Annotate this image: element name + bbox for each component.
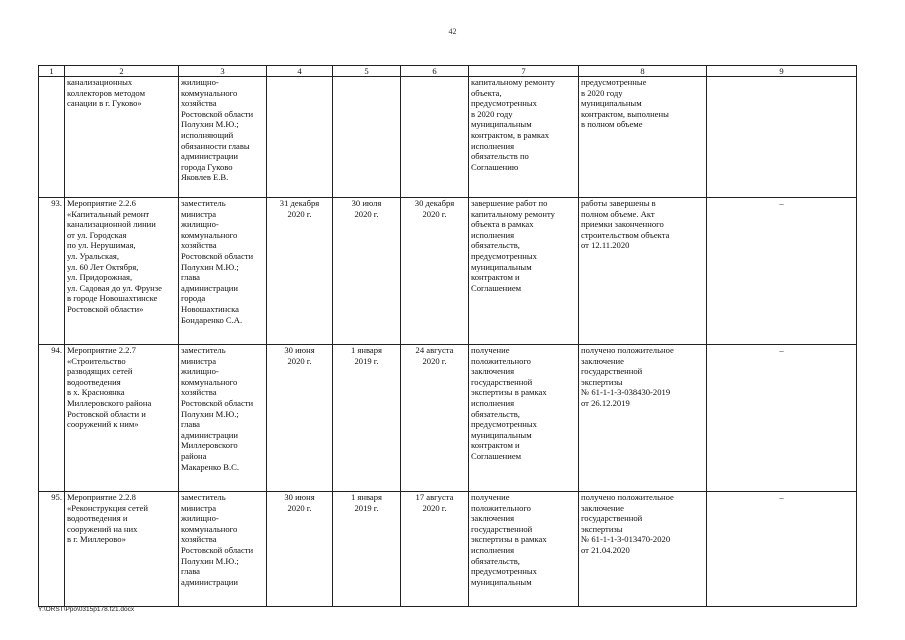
cell-line: завершение работ по xyxy=(471,198,548,208)
cell-line: Новошахтинска xyxy=(181,303,239,314)
file-path-footer: Y:\ORST\Ppo\0315p178.f21.docx xyxy=(38,606,135,613)
cell-line: полном объеме. Акт xyxy=(581,208,655,219)
expected-result-cell xyxy=(469,492,579,607)
cell-line: 17 августа xyxy=(415,492,454,502)
cell-line: получено положительное xyxy=(581,345,674,355)
header-cell: 3 xyxy=(179,66,267,77)
cell-line: коммунального xyxy=(181,523,238,534)
cell-line: исполнения xyxy=(471,397,515,408)
cell-line: экспертизы xyxy=(581,376,623,387)
cell-line: исполнения xyxy=(471,229,515,240)
cell-line: 31 декабря xyxy=(279,198,320,208)
cell-line: 30 декабря xyxy=(414,198,455,208)
cell-line: капитальному ремонту xyxy=(471,208,555,219)
cell-line: контрактом, в рамках xyxy=(471,129,550,140)
header-cell: 2 xyxy=(65,66,179,77)
cell-line: объекта в рамках xyxy=(471,219,534,230)
cell-line: водоотведения xyxy=(67,376,121,387)
cell-line: хозяйства xyxy=(181,98,217,109)
table-row xyxy=(39,198,857,345)
cell-line: Ростовской области xyxy=(181,544,254,555)
cell-line: 2020 г. xyxy=(422,502,447,513)
cell-line: министра xyxy=(181,502,217,513)
cell-line: объекта, xyxy=(471,87,502,98)
cell-line: заключение xyxy=(581,502,624,513)
cell-line: обязательств, xyxy=(471,240,520,251)
responsible-cell xyxy=(179,345,267,492)
cell-line: контрактом и xyxy=(471,440,520,451)
cell-line: глава xyxy=(181,272,200,283)
table-row xyxy=(39,77,857,198)
header-cell: 9 xyxy=(707,66,857,77)
cell-line: Ростовской области xyxy=(181,108,254,119)
cell-line: по ул. Нерушимая, xyxy=(67,240,136,251)
cell-line: министра xyxy=(181,355,217,366)
cell-line: Мероприятие 2.2.7 xyxy=(67,345,136,355)
cell-line: администрации xyxy=(181,151,239,162)
cell-line: предусмотренные xyxy=(581,77,647,87)
cell-line: «Строительство xyxy=(67,355,126,366)
cell-line: ул. Садовая до ул. Фрунзе xyxy=(67,282,162,293)
header-cell: 4 xyxy=(267,66,333,77)
cell-line: 30 июля xyxy=(351,198,382,208)
row-number-cell: 93. xyxy=(39,198,65,345)
cell-line: ул. Уральская, xyxy=(67,250,120,261)
cell-line: получение xyxy=(471,492,510,502)
cell-line: государственной xyxy=(471,376,533,387)
cell-line: получено положительное xyxy=(581,492,674,502)
cell-line: контрактом, выполнены xyxy=(581,108,669,119)
actual-start-cell xyxy=(333,77,401,198)
row-number-cell: 95. xyxy=(39,492,65,607)
cell-line: в полном объеме xyxy=(581,119,643,130)
cell-line: 2020 г. xyxy=(287,208,312,219)
actual-start-cell xyxy=(333,345,401,492)
planned-date-cell xyxy=(267,198,333,345)
cell-line: администрации xyxy=(181,429,239,440)
cell-line: государственной xyxy=(581,366,643,377)
cell-line: положительного xyxy=(471,355,531,366)
cell-line: глава xyxy=(181,419,200,430)
cell-line: 1 января xyxy=(350,492,382,502)
header-cell: 5 xyxy=(333,66,401,77)
cell-line: работы завершены в xyxy=(581,198,656,208)
cell-line: заместитель xyxy=(181,345,226,355)
cell-line: хозяйства xyxy=(181,534,217,545)
cell-line: коммунального xyxy=(181,87,238,98)
actual-end-cell xyxy=(401,77,469,198)
cell-line: глава xyxy=(181,566,200,577)
cell-line: положительного xyxy=(471,502,531,513)
cell-line: – xyxy=(779,492,784,502)
cell-line: 2020 г. xyxy=(422,355,447,366)
cell-line: строительством объекта xyxy=(581,229,670,240)
cell-line: Макаренко В.С. xyxy=(181,461,239,472)
achieved-result-cell xyxy=(579,345,707,492)
cell-line: 24 августа xyxy=(415,345,454,355)
cell-line: в 2020 году xyxy=(581,87,623,98)
cell-line: в 2020 году xyxy=(471,108,513,119)
cell-line: государственной xyxy=(581,513,643,524)
actual-start-cell xyxy=(333,198,401,345)
cell-line: Полухин М.Ю.; xyxy=(181,261,239,272)
cell-line: города Гуково xyxy=(181,161,233,172)
planned-date-cell xyxy=(267,77,333,198)
table-row xyxy=(39,492,857,607)
cell-line: обязанности главы xyxy=(181,140,250,151)
cell-line: получение xyxy=(471,345,510,355)
cell-line: капитальному ремонту xyxy=(471,77,555,87)
cell-line: заместитель xyxy=(181,198,226,208)
cell-line: в г. Миллерово» xyxy=(67,534,126,545)
cell-line: сооружений к ним» xyxy=(67,419,139,430)
cell-line: 30 июня xyxy=(284,492,315,502)
cell-line: ул. 60 Лет Октября, xyxy=(67,261,139,272)
cell-line: исполнения xyxy=(471,140,515,151)
cell-line: санации в г. Гуково» xyxy=(67,98,142,109)
cell-line: обязательств, xyxy=(471,408,520,419)
responsible-cell xyxy=(179,77,267,198)
cell-line: обязательств по xyxy=(471,151,529,162)
cell-line: № 61-1-1-3-013470-2020 xyxy=(581,534,671,545)
cell-line: Полухин М.Ю.; xyxy=(181,119,239,130)
header-cell: 8 xyxy=(579,66,707,77)
cell-line: 2020 г. xyxy=(422,208,447,219)
cell-line: «Реконструкция сетей xyxy=(67,502,148,513)
cell-line: предусмотренных xyxy=(471,250,537,261)
expected-result-cell xyxy=(469,345,579,492)
responsible-cell xyxy=(179,492,267,607)
table-row xyxy=(39,345,857,492)
cell-line: жилищно- xyxy=(181,366,219,377)
cell-line: в х. Красноянка xyxy=(67,387,125,398)
cell-line: администрации xyxy=(181,282,239,293)
cell-line: ул. Придорожная, xyxy=(67,272,133,283)
cell-line: 2019 г. xyxy=(354,502,379,513)
cell-line: сооружений на них xyxy=(67,523,138,534)
cell-line: муниципальным xyxy=(581,98,642,109)
cell-line: министра xyxy=(181,208,217,219)
cell-line: муниципальным xyxy=(471,261,532,272)
expected-result-cell xyxy=(469,198,579,345)
cell-line: Ростовской области» xyxy=(67,303,144,314)
cell-line: хозяйства xyxy=(181,240,217,251)
cell-line: 2020 г. xyxy=(287,502,312,513)
cell-line: муниципальным xyxy=(471,429,532,440)
actual-end-cell xyxy=(401,198,469,345)
actual-end-cell xyxy=(401,345,469,492)
row-number-cell xyxy=(39,77,65,198)
cell-line: Полухин М.Ю.; xyxy=(181,408,239,419)
measures-table xyxy=(38,65,857,607)
header-cell: 1 xyxy=(39,66,65,77)
cell-line: заключение xyxy=(581,355,624,366)
cell-line: Бондаренко С.А. xyxy=(181,314,243,325)
achieved-result-cell xyxy=(579,198,707,345)
cell-line: Миллеровского района xyxy=(67,397,152,408)
cell-line: коллекторов методом xyxy=(67,87,146,98)
cell-line: водоотведения и xyxy=(67,513,128,524)
cell-line: администрации xyxy=(181,576,239,587)
cell-line: исполнения xyxy=(471,544,515,555)
cell-line: экспертизы в рамках xyxy=(471,387,547,398)
cell-line: заключения xyxy=(471,366,515,377)
cell-line: 1 января xyxy=(350,345,382,355)
cell-line: разводящих сетей xyxy=(67,366,133,377)
measure-name-cell xyxy=(65,345,179,492)
cell-line: – xyxy=(779,345,784,355)
cell-line: от 21.04.2020 xyxy=(581,544,630,555)
header-cell: 6 xyxy=(401,66,469,77)
problems-cell xyxy=(707,77,857,198)
cell-line: Полухин М.Ю.; xyxy=(181,555,239,566)
cell-line: города xyxy=(181,293,206,304)
cell-line: обязательств, xyxy=(471,555,520,566)
cell-line: экспертизы в рамках xyxy=(471,534,547,545)
page-number: 42 xyxy=(448,27,457,36)
cell-line: в городе Новошахтинске xyxy=(67,293,158,304)
cell-line: контрактом и xyxy=(471,272,520,283)
cell-line: предусмотренных xyxy=(471,98,537,109)
cell-line: Соглашению xyxy=(471,161,519,172)
cell-line: приемки законченного xyxy=(581,219,664,230)
cell-line: «Капитальный ремонт xyxy=(67,208,150,219)
cell-line: Ростовской области и xyxy=(67,408,146,419)
cell-line: 30 июня xyxy=(284,345,315,355)
planned-date-cell xyxy=(267,492,333,607)
cell-line: экспертизы xyxy=(581,523,623,534)
cell-line: № 61-1-1-3-038430-2019 xyxy=(581,387,671,398)
measure-name-cell xyxy=(65,198,179,345)
problems-cell xyxy=(707,492,857,607)
cell-line: исполняющий xyxy=(181,129,234,140)
achieved-result-cell xyxy=(579,492,707,607)
cell-line: канализационной линии xyxy=(67,219,156,230)
cell-line: канализационных xyxy=(67,77,133,87)
cell-line: Мероприятие 2.2.8 xyxy=(67,492,136,502)
responsible-cell xyxy=(179,198,267,345)
cell-line: Ростовской области xyxy=(181,397,254,408)
problems-cell xyxy=(707,198,857,345)
actual-start-cell xyxy=(333,492,401,607)
cell-line: от 26.12.2019 xyxy=(581,397,630,408)
expected-result-cell xyxy=(469,77,579,198)
measure-name-cell xyxy=(65,77,179,198)
achieved-result-cell xyxy=(579,77,707,198)
cell-line: 2020 г. xyxy=(287,355,312,366)
cell-line: заключения xyxy=(471,513,515,524)
cell-line: 2020 г. xyxy=(354,208,379,219)
cell-line: коммунального xyxy=(181,376,238,387)
cell-line: Ростовской области xyxy=(181,250,254,261)
planned-date-cell xyxy=(267,345,333,492)
cell-line: Яковлев Е.В. xyxy=(181,172,229,183)
cell-line: Мероприятие 2.2.6 xyxy=(67,198,136,208)
cell-line: от ул. Городская xyxy=(67,229,127,240)
measure-name-cell xyxy=(65,492,179,607)
problems-cell xyxy=(707,345,857,492)
cell-line: заместитель xyxy=(181,492,226,502)
cell-line: от 12.11.2020 xyxy=(581,240,630,251)
cell-line: муниципальным xyxy=(471,119,532,130)
cell-line: Соглашением xyxy=(471,450,522,461)
cell-line: предусмотренных xyxy=(471,419,537,430)
cell-line: 2019 г. xyxy=(354,355,379,366)
cell-line: жилищно- xyxy=(181,219,219,230)
cell-line: жилищно- xyxy=(181,77,219,87)
cell-line: – xyxy=(779,198,784,208)
cell-line: коммунального xyxy=(181,229,238,240)
cell-line: муниципальным xyxy=(471,576,532,587)
cell-line: района xyxy=(181,450,207,461)
cell-line: Соглашением xyxy=(471,282,522,293)
cell-line: жилищно- xyxy=(181,513,219,524)
cell-line: государственной xyxy=(471,523,533,534)
header-cell: 7 xyxy=(469,66,579,77)
actual-end-cell xyxy=(401,492,469,607)
cell-line: предусмотренных xyxy=(471,566,537,577)
row-number-cell: 94. xyxy=(39,345,65,492)
cell-line: хозяйства xyxy=(181,387,217,398)
column-number-row xyxy=(39,66,857,77)
cell-line: Миллеровского xyxy=(181,440,238,451)
